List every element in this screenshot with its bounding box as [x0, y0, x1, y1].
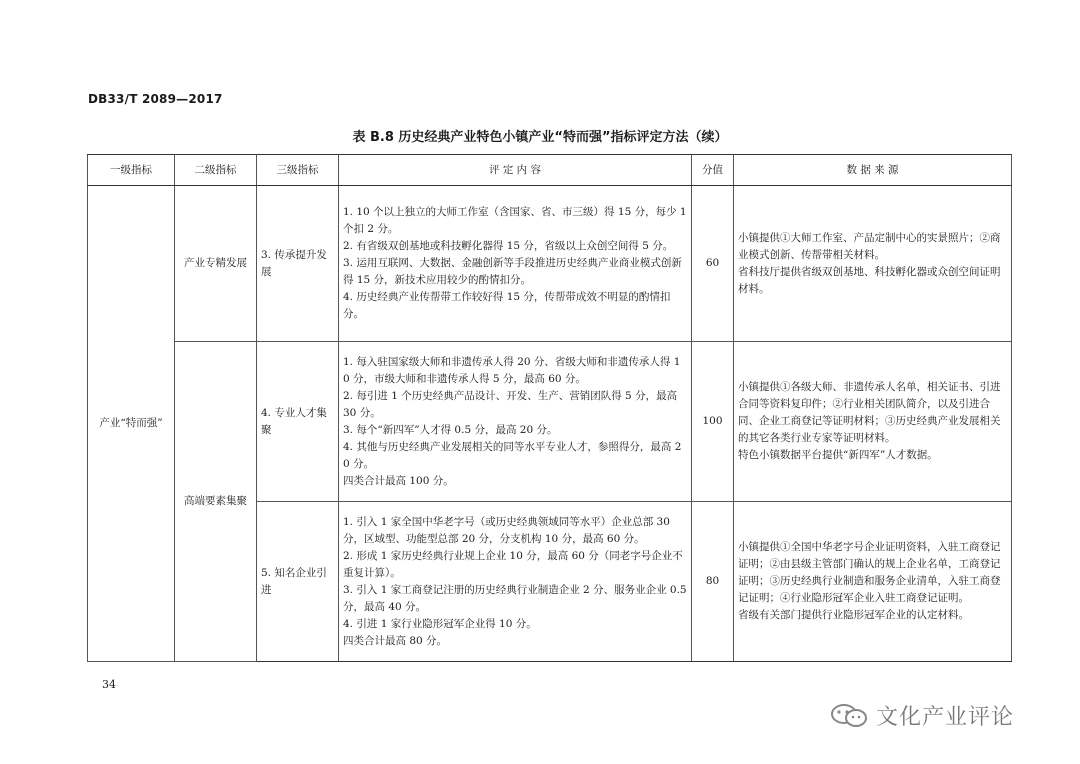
content-line: 3. 每个“新四军”人才得 0.5 分，最高 20 分。 — [343, 423, 558, 436]
level2-cell: 产业专精发展 — [175, 186, 257, 342]
table-header-row — [88, 155, 1012, 186]
level3-cell: 4. 专业人才集聚 — [257, 342, 339, 502]
content-line: 4. 引进 1 家行业隐形冠军企业得 10 分。 — [343, 617, 537, 630]
content-line: 四类合计最高 80 分。 — [343, 634, 448, 647]
score-cell: 60 — [692, 186, 734, 342]
score-cell: 80 — [692, 502, 734, 662]
content-line: 2. 每引进 1 个历史经典产品设计、开发、生产、营销团队得 5 分，最高 30 分。 — [343, 389, 678, 419]
table-caption: 表 B.8 历史经典产业特色小镇产业“特而强”指标评定方法（续） — [352, 130, 728, 145]
source-line: 省科技厅提供省级双创基地、科技孵化器或众创空间证明材料。 — [738, 265, 1001, 295]
watermark-text: 文化产业评论 — [876, 705, 1015, 730]
header-level3: 三级指标 — [257, 155, 339, 186]
header-source: 数 据 来 源 — [734, 155, 1012, 186]
source-cell — [734, 502, 1012, 662]
content-cell — [339, 502, 692, 662]
source-line: 特色小镇数据平台提供“新四军”人才数据。 — [738, 449, 938, 461]
source-line: 小镇提供①全国中华老字号企业证明资料，入驻工商登记证明；②由县级主管部门确认的规上企业名单，工商登记证明；③历史经典行业制造和服务企业清单，入驻工商登记证明；④行业隐形冠军企业入驻工商登记证明。 — [738, 541, 1001, 604]
source-cell — [734, 342, 1012, 502]
content-line: 3. 运用互联网、大数据、金融创新等手段推进历史经典产业商业模式创新得 15 分，新技术应用较少的酌情扣分。 — [343, 257, 682, 286]
level3-cell: 3. 传承提升发展 — [257, 186, 339, 342]
header-content: 评 定 内 容 — [339, 155, 692, 186]
content-line: 四类合计最高 100 分。 — [343, 474, 454, 487]
source-line: 小镇提供①大师工作室、产品定制中心的实景照片；②商业模式创新、传帮带相关材料。 — [738, 231, 1001, 261]
content-line: 1. 引入 1 家全国中华老字号（或历史经典领域同等水平）企业总部 30 分，区域型、功能型总部 20 分，分支机构 10 分，最高 60 分。 — [343, 515, 670, 545]
header-level1: 一级指标 — [88, 155, 175, 186]
content-line: 1. 每入驻国家级大师和非遗传承人得 20 分、省级大师和非遗传承人得 10 分，市级大师和非遗传承人得 5 分，最高 60 分。 — [343, 355, 681, 385]
content-line: 4. 历史经典产业传帮带工作较好得 15 分，传帮带成效不明显的酌情扣分。 — [343, 291, 671, 320]
content-cell — [339, 342, 692, 502]
content-line: 2. 有省级双创基地或科技孵化器得 15 分，省级以上众创空间得 5 分。 — [343, 240, 674, 252]
content-line: 4. 其他与历史经典产业发展相关的同等水平专业人才，参照得分，最高 20 分。 — [343, 440, 682, 470]
header-score: 分值 — [692, 155, 734, 186]
wechat-icon — [830, 704, 870, 728]
level3-cell: 5. 知名企业引进 — [257, 502, 339, 662]
level2-cell: 高端要素集聚 — [175, 342, 257, 662]
header-level2: 二级指标 — [175, 155, 257, 186]
table-row — [88, 342, 1012, 502]
document-id: DB33/T 2089—2017 — [88, 92, 223, 106]
page-number: 34 — [102, 678, 116, 691]
content-line: 1. 10 个以上独立的大师工作室（含国家、省、市三级）得 15 分，每少 1 个扣 2 分。 — [343, 206, 687, 235]
score-cell: 100 — [692, 342, 734, 502]
level1-cell: 产业“特而强” — [88, 186, 175, 662]
source-cell — [734, 186, 1012, 342]
watermark — [830, 700, 1050, 730]
indicator-table — [87, 154, 1012, 662]
table-row — [88, 186, 1012, 342]
source-line: 省级有关部门提供行业隐形冠军企业的认定材料。 — [738, 609, 969, 621]
source-line: 小镇提供①各级大师、非遗传承人名单，相关证书、引进合同等资料复印件；②行业相关团队简介，以及引进合同、企业工商登记等证明材料；③历史经典产业发展相关的其它各类行业专家等证明材料。 — [738, 381, 1001, 444]
content-cell — [339, 186, 692, 342]
content-line: 3. 引入 1 家工商登记注册的历史经典行业制造企业 2 分、服务业企业 0.5 分，最高 40 分。 — [343, 583, 687, 613]
content-line: 2. 形成 1 家历史经典行业规上企业 10 分，最高 60 分（同老字号企业不重复计算）。 — [343, 549, 683, 579]
